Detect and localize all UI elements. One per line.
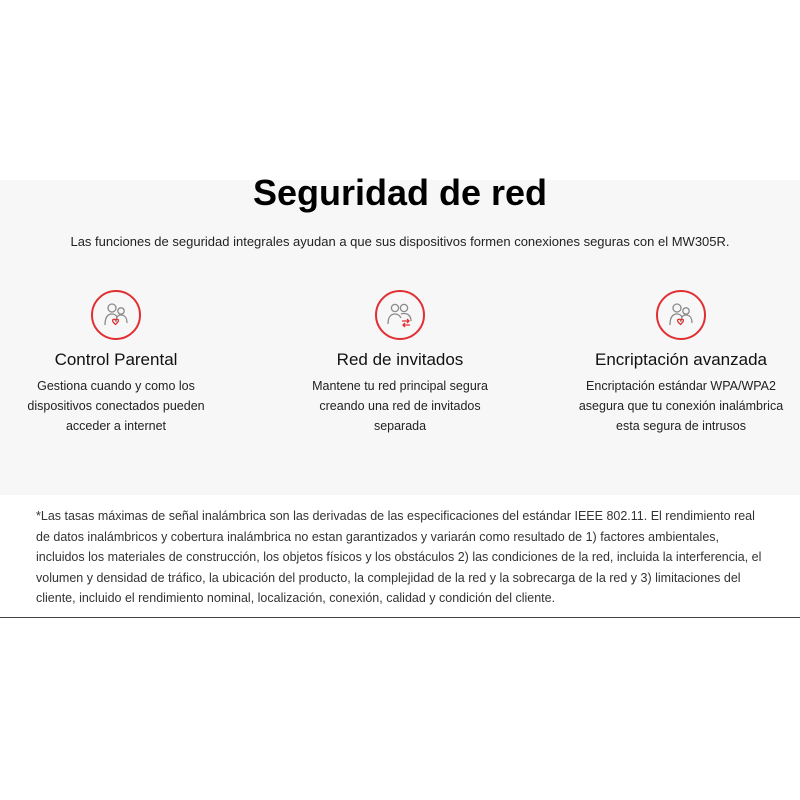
divider — [0, 617, 800, 618]
feature-description: Mantene tu red principal segura creando una red de invitados separada — [312, 379, 488, 433]
feature-title: Encriptación avanzada — [594, 350, 767, 369]
feature-advanced-encryption — [556, 290, 800, 436]
guest-network-icon — [375, 290, 425, 340]
disclaimer-text: *Las tasas máximas de señal inalámbrica son las derivadas de las especificaciones del estándar IEEE 802.11. El rendimiento real de datos inalámbricos y cobertura inalámbrica no estan garantizados y variarán como resultado de 1) factores ambientales, incluidos los materiales de construcción, los objetos físicos y los obstáculos 2) las condiciones de la red, incluida la interferencia, el volumen y densidad de tráfico, la ubicación del producto, la complejidad de la red y la sobrecarga de la red y 3) limitaciones del cliente, incluido el rendimiento nominal, localización, conexión, calidad y condición del cliente. — [36, 509, 762, 605]
feature-description: Encriptación estándar WPA/WPA2 asegura que tu conexión inalámbrica esta segura de intrusos — [578, 379, 784, 433]
feature-parental-control — [0, 290, 241, 436]
feature-guest-network — [275, 290, 525, 436]
family-heart-icon — [91, 290, 141, 340]
section-subtitle: Las funciones de seguridad integrales ayudan a que sus dispositivos formen conexiones seguras con el MW305R. — [70, 234, 730, 249]
feature-title: Control Parental — [54, 350, 178, 369]
encryption-heart-icon — [656, 290, 706, 340]
feature-description: Gestiona cuando y como los dispositivos conectados pueden acceder a internet — [27, 379, 205, 433]
feature-title: Red de invitados — [336, 350, 464, 369]
section-title: Seguridad de red — [252, 172, 548, 213]
